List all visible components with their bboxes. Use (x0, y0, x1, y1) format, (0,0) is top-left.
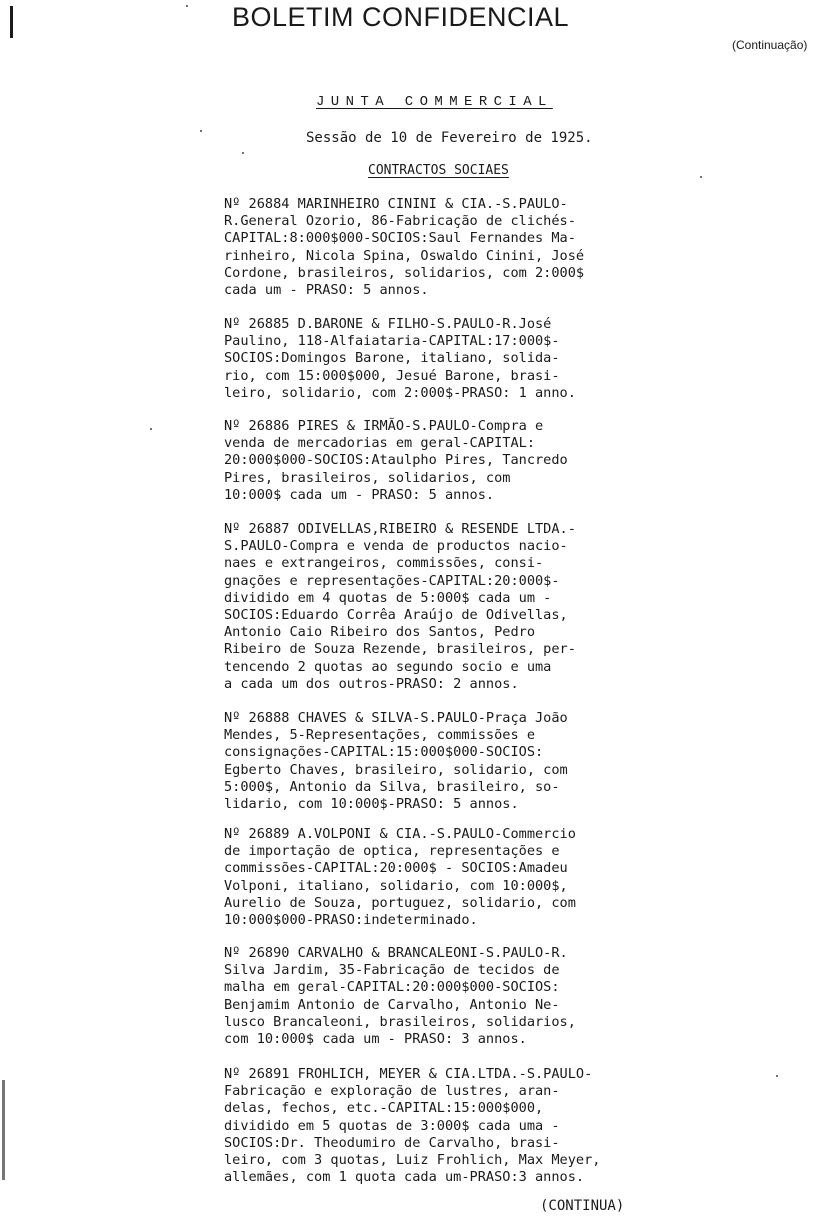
scan-speck (242, 152, 244, 154)
entry-line: dividido em 4 quotas de 5:000$ cada um - (224, 589, 552, 606)
entry-line: Benjamim Antonio de Carvalho, Antonio Ne- (224, 996, 560, 1013)
registry-entry (224, 945, 694, 1048)
entry-line: lidario, com 10:000$-PRASO: 5 annos. (224, 796, 519, 813)
scan-speck (150, 428, 152, 430)
entry-line: Silva Jardim, 35-Fabricação de tecidos de (224, 962, 560, 979)
entry-line: 20:000$000-SOCIOS:Ataulpho Pires, Tancredo (224, 452, 568, 469)
continuation-label: (Continuação) (732, 38, 808, 52)
entry-line: Ribeiro de Souza Rezende, brasileiros, per- (224, 641, 576, 658)
registry-entry (224, 826, 694, 929)
scan-edge-mark (2, 1080, 5, 1180)
registry-entry (224, 418, 694, 504)
entry-line: tencendo 2 quotas ao segundo socio e uma (224, 658, 552, 675)
entry-line: 10:000$000-PRASO:indeterminado. (224, 912, 478, 929)
entry-line: Antonio Caio Ribeiro dos Santos, Pedro (224, 624, 535, 641)
entry-line: SOCIOS:Dr. Theodumiro de Carvalho, brasi- (224, 1134, 560, 1151)
entry-line: venda de mercadorias em geral-CAPITAL: (224, 435, 535, 452)
entry-line: leiro, com 3 quotas, Luiz Frohlich, Max Meyer, (224, 1152, 601, 1169)
entry-line: rio, com 15:000$000, Jesué Barone, brasi- (224, 367, 560, 384)
entry-line: Nº 26890 CARVALHO & BRANCALEONI-S.PAULO-R. (224, 945, 568, 961)
entry-line: S.PAULO-Compra e venda de productos nacio- (224, 538, 568, 555)
entry-line: Egberto Chaves, brasileiro, solidario, com (224, 761, 568, 778)
continues-note: (CONTINUA) (540, 1198, 625, 1214)
registry-entry (224, 316, 694, 402)
entry-line: Paulino, 118-Alfaiataria-CAPITAL:17:000$- (224, 333, 560, 350)
entry-line: consignações-CAPITAL:15:000$000-SOCIOS: (224, 744, 544, 761)
entry-line: Nº 26891 FROHLICH, MEYER & CIA.LTDA.-S.PAULO- (224, 1066, 593, 1082)
entry-line: com 10:000$ cada um - PRASO: 3 annos. (224, 1031, 527, 1048)
entry-line: Nº 26885 D.BARONE & FILHO-S.PAULO-R.José (224, 316, 552, 332)
entry-line: Nº 26887 ODIVELLAS,RIBEIRO & RESENDE LTDA.- (224, 521, 576, 537)
entry-line: gnações e representações-CAPITAL:20:000$- (224, 572, 560, 589)
registry-entry (224, 196, 694, 299)
entry-line: commissões-CAPITAL:20:000$ - SOCIOS:Amadeu (224, 860, 568, 877)
entry-line: Volponi, italiano, solidario, com 10:000$, (224, 877, 568, 894)
scan-edge-mark (10, 6, 13, 38)
entry-line: Mendes, 5-Representações, commissões e (224, 727, 535, 744)
registry-entry (224, 521, 694, 693)
entry-line: dividido em 5 quotas de 3:000$ cada uma - (224, 1117, 560, 1134)
entry-line: Nº 26884 MARINHEIRO CININI & CIA.-S.PAULO- (224, 196, 568, 212)
entry-line: a cada um dos outros-PRASO: 2 annos. (224, 675, 519, 692)
entry-line: naes e extrangeiros, commissões, consi- (224, 555, 544, 572)
entry-line: Nº 26888 CHAVES & SILVA-S.PAULO-Praça João (224, 710, 568, 726)
entry-line: Cordone, brasileiros, solidarios, com 2:000$ (224, 264, 585, 281)
entry-line: CAPITAL:8:000$000-SOCIOS:Saul Fernandes Ma- (224, 230, 576, 247)
entry-line: Nº 26886 PIRES & IRMÃO-S.PAULO-Compra e (224, 418, 544, 434)
entry-line: malha em geral-CAPITAL:20:000$000-SOCIOS: (224, 979, 560, 996)
session-date: Sessão de 10 de Fevereiro de 1925. (306, 130, 593, 146)
entry-line: cada um - PRASO: 5 annos. (224, 282, 429, 299)
entry-line: R.General Ozorio, 86-Fabricação de clichés- (224, 213, 576, 230)
entry-line: rinheiro, Nicola Spina, Oswaldo Cinini, José (224, 247, 585, 264)
registry-entry (224, 1066, 694, 1186)
entry-line: delas, fechos, etc.-CAPITAL:15:000$000, (224, 1100, 544, 1117)
entry-line: allemães, com 1 quota cada um-PRASO:3 annos. (224, 1169, 585, 1186)
entry-line: lusco Brancaleoni, brasileiros, solidarios, (224, 1013, 576, 1030)
section-title: JUNTA COMMERCIAL (316, 94, 553, 110)
entry-line: Aurelio de Souza, portuguez, solidario, com (224, 894, 576, 911)
entry-line: de importação de optica, representações e (224, 843, 560, 860)
entry-line: SOCIOS:Domingos Barone, italiano, solida- (224, 350, 560, 367)
entry-line: 5:000$, Antonio da Silva, brasileiro, so- (224, 778, 560, 795)
entry-line: 10:000$ cada um - PRASO: 5 annos. (224, 486, 495, 503)
entry-line: Fabricação e exploração de lustres, aran- (224, 1083, 560, 1100)
entry-line: Pires, brasileiros, solidarios, com (224, 469, 511, 486)
scan-speck (700, 176, 702, 178)
scan-speck (776, 1075, 778, 1077)
section-subtitle: CONTRACTOS SOCIAES (368, 163, 509, 178)
scan-speck (200, 130, 202, 132)
scan-speck (186, 5, 188, 7)
page-title: BOLETIM CONFIDENCIAL (232, 2, 570, 32)
registry-entry (224, 710, 694, 813)
entry-line: SOCIOS:Eduardo Corrêa Araújo de Odivellas, (224, 607, 568, 624)
entry-line: leiro, solidario, com 2:000$-PRASO: 1 anno. (224, 384, 576, 401)
entry-line: Nº 26889 A.VOLPONI & CIA.-S.PAULO-Commercio (224, 826, 576, 842)
